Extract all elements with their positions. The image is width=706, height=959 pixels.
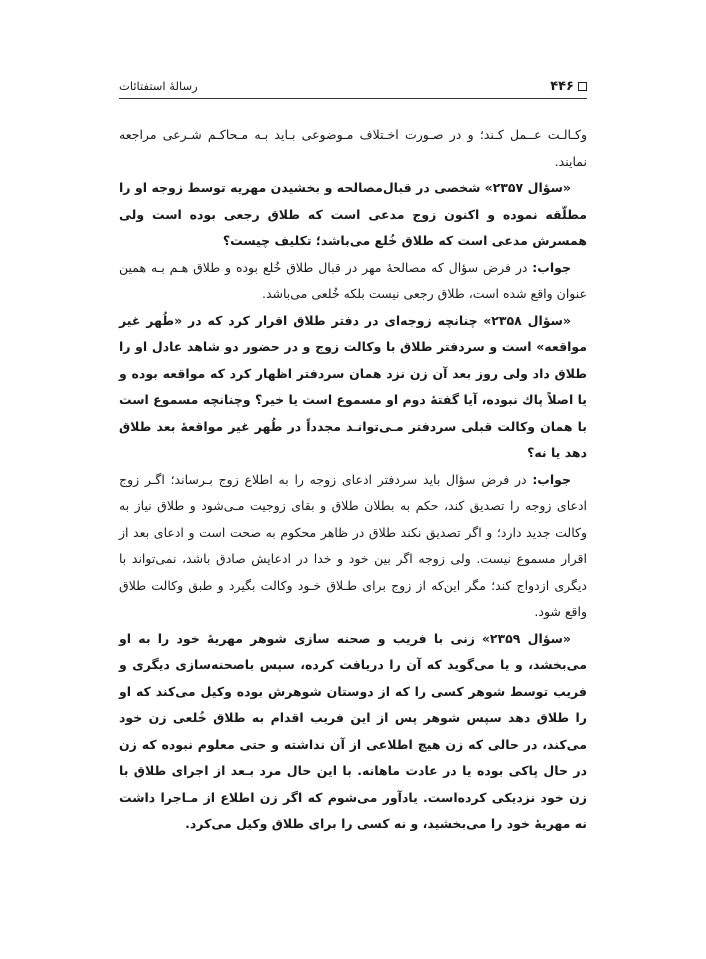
answer-text: وکـالـت عــمل کـند؛ و در صـورت اخـتلاف مـوضوعی بـاید بـه مـحاکـم شـرعی مراجعه نمایند. <box>119 127 587 169</box>
answer-continuation <box>119 122 587 175</box>
square-bullet-icon <box>578 82 587 91</box>
page-number-text: ۴۴۶ <box>550 78 574 94</box>
question-text: زنی با فریب و صحنه سازی شوهر مهریهٔ خود را به او می‌بخشد، و یا می‌گوید که آن را دریافت کرده، سپس با‌صحنه‌سازی دیگری و فریب توسط شوهر کسی را که از دوستان شوهرش بوده وکیل می‌کند که او را طلاق دهد سپس شوهر پس از این فریب اقدام به طلاق خُلعی زن خود می‌کند، در حالی که زن هیچ اطلاعی از آن نداشته و حتی معلوم نبوده که زن در حال پاکی بوده یا در عادت ماهانه. با این حال مرد بـعد از اجرای طلاق با زن خود نزدیکی کرده‌است. یادآور می‌شوم که اگر زن اطلاع از مـاجرا داشت نه مهریهٔ خود را می‌بخشید، و نه کسی را برای طلاق وکیل می‌کرد. <box>119 630 587 831</box>
answer-paragraph <box>119 467 587 626</box>
question-paragraph <box>119 308 587 467</box>
question-number: «سؤال ۲۳۵۹» <box>481 630 571 646</box>
question-number: «سؤال ۲۳۵۷» <box>484 180 571 195</box>
answer-label: جواب: <box>532 471 572 487</box>
answer-text: در فرض سؤال باید سردفتر ادعای زوجه را به اطلاع زوج بـرساند؛ اگـر زوج ادعای زوجه را تصدیق کند، حکم به بطلان طلاق و بقای زوجیت مـی‌شود و طلاق نیاز به وکالت جدید دارد؛ و اگر تصدیق نکند طلاق در ظاهر محکوم به صحت است و ادعای بعد از اقرار مسموع نیست. ولی زوجه اگر بین خود و خدا در ادعایش صادق باشد، نمی‌تواند با دیگری ازدواج کند؛ مگر این‌که از زوج برای طـلاق خـود وکالت بگیرد و طبق وکالت طلاق واقع شود. <box>119 471 587 619</box>
question-text: شخصی در قبال‌مصالحه و بخشیدن مهریه توسط زوجه او را مطلّقه نموده و اکنون زوج مدعی است که طلاق رجعی بوده است ولی همسرش مدعی است که طلاق خُلع می‌باشد؛ تکلیف چیست؟ <box>119 180 587 248</box>
book-title: رسالهٔ استفتائات <box>119 79 198 93</box>
question-text: چنانچه زوجه‌ای در دفتر طلاق اقرار کرد که در «طُهر غیر مواقعه» است و سردفتر طلاق با وکالت زوج و در حضور دو شاهد عادل او را طلاق داد ولی روز بعد آن زن نزد همان سردفتر اظهار کرد که مواقعه بوده و یا اصلاً پاك نبوده، آیا گفتهٔ دوم او مسموع است یا خیر؟ وچنانچه مسموع است با همان وکالت قبلی سردفتر مـی‌توانـد مجدداً در طُهر غیر مواقعهٔ بعد طلاق دهد یا نه؟ <box>119 312 587 460</box>
running-header <box>119 74 587 99</box>
answer-label: جواب: <box>532 259 571 275</box>
answer-text: در فرض سؤال که مصالحهٔ مهر در قبال طلاق خُلع بوده و طلاق هـم بـه همین عنوان واقع شده است، طلاق رجعی نیست بلکه خُلعی می‌باشد. <box>119 259 587 301</box>
body-text <box>119 122 587 838</box>
question-paragraph <box>119 626 587 838</box>
answer-paragraph <box>119 255 587 308</box>
question-paragraph <box>119 175 587 255</box>
question-number: «سؤال ۲۳۵۸» <box>483 312 572 328</box>
page-number <box>550 79 587 94</box>
